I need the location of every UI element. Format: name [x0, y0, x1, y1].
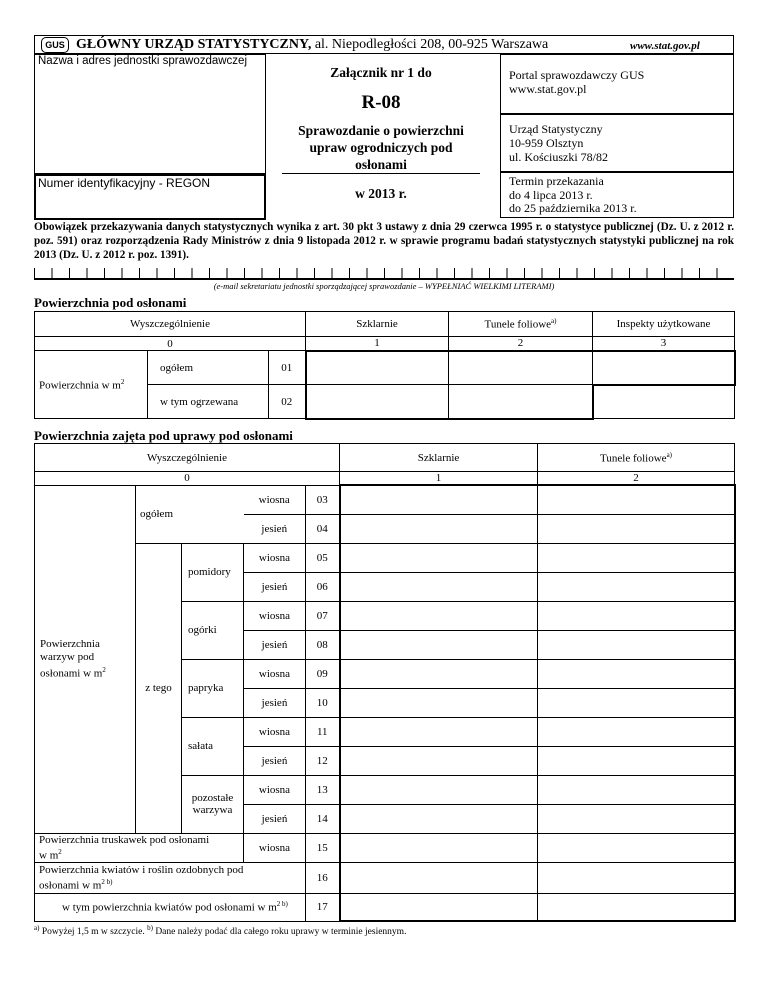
- col-num-1: 1: [306, 337, 449, 351]
- deadline-info: [509, 175, 637, 216]
- deadline-line1: Termin przekazania: [509, 174, 604, 188]
- s2-row-flowers: Powierzchnia kwiatów i roślin ozdobnych pod osłonami w $m^{2 b)}$: [35, 862, 306, 893]
- s2-input-07-c2[interactable]: [538, 601, 735, 630]
- office-info: [509, 122, 608, 164]
- s2-input-14-c2[interactable]: [538, 804, 735, 833]
- s2-code-10: 10: [306, 688, 340, 717]
- s2-season-14: jesień: [244, 804, 306, 833]
- s2-input-16-c2[interactable]: [538, 862, 735, 893]
- row-group-area: Powierzchnia w $m^2$: [35, 351, 148, 419]
- input-r02-c1[interactable]: [306, 385, 449, 419]
- footnote-b-text: Dane należy podać dla całego roku uprawy w terminie jesiennym.: [155, 927, 407, 938]
- s2-code-12: 12: [306, 746, 340, 775]
- col-header-description: Wyszczególnienie: [35, 312, 306, 337]
- s2-code-16: 16: [306, 862, 340, 893]
- s2-input-06-c1[interactable]: [340, 572, 538, 601]
- s2-input-17-c2[interactable]: [538, 893, 735, 921]
- s2-row-total: ogółem: [136, 485, 244, 543]
- s2-input-14-c1[interactable]: [340, 804, 538, 833]
- s2-input-10-c1[interactable]: [340, 688, 538, 717]
- s2-code-03: 03: [306, 485, 340, 514]
- s2-code-14: 14: [306, 804, 340, 833]
- s2-input-13-c2[interactable]: [538, 775, 735, 804]
- form-code: R-08: [361, 92, 401, 113]
- portal-line1: Portal sprawozdawczy GUS: [509, 68, 645, 82]
- unit-name-label: Nazwa i adres jednostki sprawozdawczej: [38, 55, 248, 67]
- s2-input-15-c1[interactable]: [340, 833, 538, 862]
- s2-code-17: 17: [306, 893, 340, 921]
- form-title: [266, 122, 496, 173]
- s2-crop-other: pozostałe warzywa: [182, 775, 244, 833]
- office-name: GŁÓWNY URZĄD STATYSTYCZNY,: [76, 37, 312, 52]
- s2-input-15-c2[interactable]: [538, 833, 735, 862]
- portal-info: [509, 68, 644, 96]
- s2-season-15: wiosna: [244, 833, 306, 862]
- section2-title: Powierzchnia zajęta pod uprawy pod osłonami: [34, 428, 293, 443]
- s2-input-04-c2[interactable]: [538, 514, 735, 543]
- form-title-line3: osłonami: [355, 157, 407, 172]
- s2-code-11: 11: [306, 717, 340, 746]
- s2-input-10-c2[interactable]: [538, 688, 735, 717]
- gus-logo-text: GUS: [45, 40, 65, 50]
- input-r01-c2[interactable]: [449, 351, 593, 385]
- deadline-line3: do 25 października 2013 r.: [509, 201, 637, 215]
- s2-input-11-c2[interactable]: [538, 717, 735, 746]
- footnote-a-mark: a): [34, 924, 40, 932]
- row-code-01: 01: [269, 351, 306, 385]
- s2-code-09: 09: [306, 659, 340, 688]
- s2-input-07-c1[interactable]: [340, 601, 538, 630]
- s2-crop-tomatoes: pomidory: [182, 543, 244, 601]
- s2-input-04-c1[interactable]: [340, 514, 538, 543]
- s2-row-flowers-cut: w tym powierzchnia kwiatów pod osłonami w $m^{2 b)}$: [35, 893, 306, 921]
- center-divider: [282, 173, 480, 174]
- area-under-covers-table: [34, 311, 736, 420]
- s2-input-13-c1[interactable]: [340, 775, 538, 804]
- s2-input-03-c2[interactable]: [538, 485, 735, 514]
- s2-season-12: jesień: [244, 746, 306, 775]
- s2-input-12-c2[interactable]: [538, 746, 735, 775]
- s2-input-09-c2[interactable]: [538, 659, 735, 688]
- s2-input-17-c1[interactable]: [340, 893, 538, 921]
- office-line3: ul. Kościuszki 78/82: [509, 150, 608, 164]
- input-r01-c3[interactable]: [593, 351, 735, 385]
- s2-row-strawberries: Powierzchnia truskawek pod osłonami w $m^2$: [35, 833, 244, 862]
- s2-col-header-glasshouses: Szklarnie: [340, 444, 538, 472]
- section1-title: Powierzchnia pod osłonami: [34, 295, 187, 310]
- s2-crop-peppers: papryka: [182, 659, 244, 717]
- s2-col-header-foil-tunnels: Tunele foliowe$^{a)}$: [538, 444, 735, 472]
- legal-basis-text: Obowiązek przekazywania danych statystycznych wynika z art. 30 pkt 3 ustawy z dnia 29 czerwca 1995 r. o statystyce publicznej (Dz. U. z 2012 r. poz. 591) oraz rozporządzenia Rady Ministrów z dnia 9 listopada 2012 r. w sprawie programu badań statystycznych statystyki publicznej na rok 2013 (Dz. U. z 2012 r. poz. 1391).: [34, 221, 734, 261]
- footnote-a-text: Powyżej 1,5 m w szczycie.: [41, 927, 145, 938]
- office-line1: Urząd Statystyczny: [509, 122, 603, 136]
- s2-season-10: jesień: [244, 688, 306, 717]
- form-title-line1: Sprawozdanie o powierzchni: [298, 123, 464, 138]
- form-year: w 2013 r.: [355, 186, 407, 201]
- deadline-line2: do 4 lipca 2013 r.: [509, 187, 593, 202]
- s2-input-03-c1[interactable]: [340, 485, 538, 514]
- row-label-heated: w tym ogrzewana: [148, 385, 269, 419]
- attachment-label: Załącznik nr 1 do: [330, 65, 432, 80]
- s2-code-08: 08: [306, 630, 340, 659]
- s2-input-06-c2[interactable]: [538, 572, 735, 601]
- crop-area-table: [34, 443, 736, 922]
- s2-season-07: wiosna: [244, 601, 306, 630]
- col-header-glasshouses: Szklarnie: [306, 312, 449, 337]
- portal-line2[interactable]: www.stat.gov.pl: [509, 82, 587, 96]
- s2-col-num-2: 2: [538, 472, 735, 486]
- footnote-b-mark: b): [147, 924, 153, 932]
- s2-season-05: wiosna: [244, 543, 306, 572]
- s2-season-11: wiosna: [244, 717, 306, 746]
- input-r01-c1[interactable]: [306, 351, 449, 385]
- s2-season-04: jesień: [244, 514, 306, 543]
- regon-label: Numer identyfikacyjny - REGON: [38, 176, 211, 190]
- col-num-3: 3: [593, 337, 735, 351]
- office-line2: 10-959 Olsztyn: [509, 136, 584, 150]
- col-header-frames: Inspekty użytkowane: [593, 312, 735, 337]
- s2-input-12-c1[interactable]: [340, 746, 538, 775]
- form-title-line2: upraw ogrodniczych pod: [309, 140, 453, 155]
- s2-season-03: wiosna: [244, 485, 306, 514]
- footnote: [34, 924, 406, 937]
- s2-col-num-1: 1: [340, 472, 538, 486]
- s2-input-11-c1[interactable]: [340, 717, 538, 746]
- s2-season-08: jesień: [244, 630, 306, 659]
- s2-season-13: wiosna: [244, 775, 306, 804]
- input-r02-c3-blank: [593, 385, 735, 419]
- col-num-0: 0: [35, 337, 306, 351]
- s2-season-06: jesień: [244, 572, 306, 601]
- s2-crop-cucumbers: ogórki: [182, 601, 244, 659]
- s2-code-13: 13: [306, 775, 340, 804]
- s2-code-04: 04: [306, 514, 340, 543]
- s2-season-09: wiosna: [244, 659, 306, 688]
- input-r02-c2[interactable]: [449, 385, 593, 419]
- s2-code-07: 07: [306, 601, 340, 630]
- col-num-2: 2: [449, 337, 593, 351]
- s2-input-08-c2[interactable]: [538, 630, 735, 659]
- row-label-total: ogółem: [148, 351, 269, 385]
- office-address: al. Niepodległości 208, 00-925 Warszawa: [314, 37, 549, 52]
- s2-input-09-c1[interactable]: [340, 659, 538, 688]
- s2-col-num-0: 0: [35, 472, 340, 486]
- gus-logo: [41, 37, 69, 53]
- s2-input-08-c1[interactable]: [340, 630, 538, 659]
- s2-input-05-c1[interactable]: [340, 543, 538, 572]
- s2-code-15: 15: [306, 833, 340, 862]
- email-input-boxes[interactable]: [34, 262, 734, 280]
- s2-of-which: z tego: [136, 543, 182, 833]
- s2-col-header-description: Wyszczególnienie: [35, 444, 340, 472]
- s2-code-06: 06: [306, 572, 340, 601]
- row-code-02: 02: [269, 385, 306, 419]
- s2-input-05-c2[interactable]: [538, 543, 735, 572]
- s2-crop-lettuce: sałata: [182, 717, 244, 775]
- website: www.stat.gov.pl: [630, 40, 700, 52]
- s2-code-05: 05: [306, 543, 340, 572]
- s2-input-16-c1[interactable]: [340, 862, 538, 893]
- unit-name-box[interactable]: [34, 54, 266, 174]
- s2-group-vegetables: Powierzchnia warzyw pod osłonami w $m^2$: [35, 485, 136, 833]
- email-caption: (e-mail sekretariatu jednostki sporządzającej sprawozdanie – WYPEŁNIAĆ WIELKIMI LITERAMI): [213, 281, 555, 291]
- header-title: [76, 37, 548, 53]
- col-header-foil-tunnels: Tunele foliowe$^{a)}$: [449, 312, 593, 337]
